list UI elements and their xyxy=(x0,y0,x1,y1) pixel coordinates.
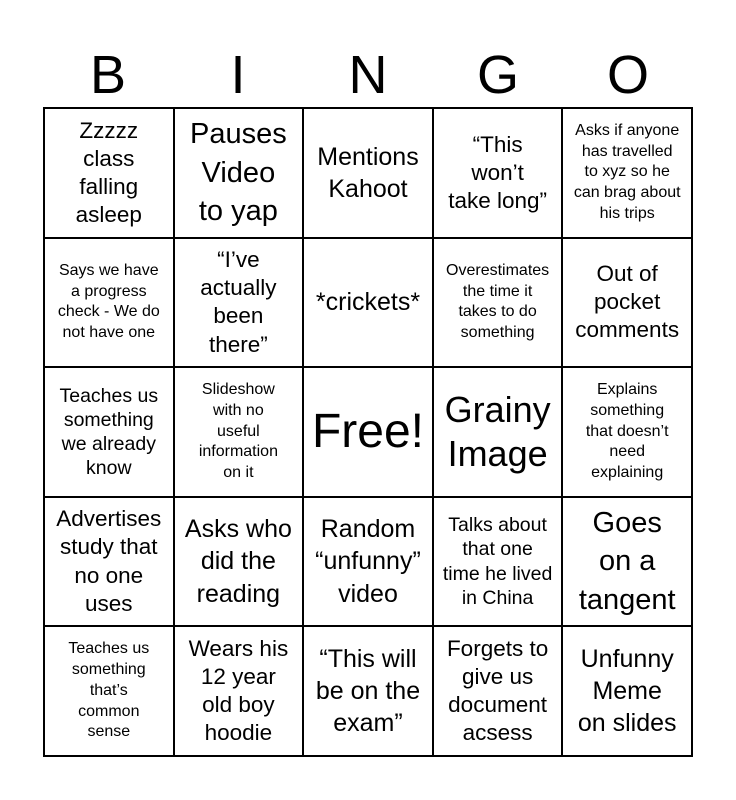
bingo-card-grid xyxy=(43,107,693,757)
header-letter-o: O xyxy=(606,45,649,105)
header-letter-i: I xyxy=(230,45,246,105)
bingo-cell-free-space[interactable]: Free! xyxy=(303,367,433,497)
bingo-cell-r4-c3[interactable]: Random “unfunny” video xyxy=(303,497,433,627)
header-letter-b: B xyxy=(89,45,127,105)
bingo-cell-r4-c2[interactable]: Asks who did the reading xyxy=(174,497,304,627)
bingo-cell-r1-c5[interactable]: Asks if anyone has travelled to xyz so he can brag about his trips xyxy=(562,108,692,238)
bingo-cell-r4-c4[interactable]: Talks about that one time he lived in China xyxy=(433,497,563,627)
bingo-cell-r1-c3[interactable]: Mentions Kahoot xyxy=(303,108,433,238)
bingo-cell-r2-c3[interactable]: *crickets* xyxy=(303,238,433,368)
bingo-cell-r5-c1[interactable]: Teaches us something that’s common sense xyxy=(44,626,174,756)
header-letter-n: N xyxy=(348,45,388,105)
header-letter-g: G xyxy=(476,45,519,105)
bingo-cell-r3-c1[interactable]: Teaches us something we already know xyxy=(44,367,174,497)
bingo-cell-r3-c2[interactable]: Slideshow with no useful information on it xyxy=(174,367,304,497)
bingo-cell-r2-c1[interactable]: Says we have a progress check - We do not have one xyxy=(44,238,174,368)
bingo-cell-r1-c2[interactable]: Pauses Video to yap xyxy=(174,108,304,238)
bingo-cell-r5-c3[interactable]: “This will be on the exam” xyxy=(303,626,433,756)
bingo-cell-r5-c5[interactable]: Unfunny Meme on slides xyxy=(562,626,692,756)
bingo-cell-r2-c4[interactable]: Overestimates the time it takes to do something xyxy=(433,238,563,368)
bingo-cell-r2-c2[interactable]: “I’ve actually been there” xyxy=(174,238,304,368)
bingo-cell-r5-c4[interactable]: Forgets to give us document acsess xyxy=(433,626,563,756)
bingo-cell-r5-c2[interactable]: Wears his 12 year old boy hoodie xyxy=(174,626,304,756)
bingo-cell-r3-c4[interactable]: Grainy Image xyxy=(433,367,563,497)
bingo-cell-r4-c1[interactable]: Advertises study that no one uses xyxy=(44,497,174,627)
bingo-header xyxy=(43,44,693,106)
bingo-cell-r4-c5[interactable]: Goes on a tangent xyxy=(562,497,692,627)
bingo-cell-r2-c5[interactable]: Out of pocket comments xyxy=(562,238,692,368)
bingo-cell-r1-c4[interactable]: “This won’t take long” xyxy=(433,108,563,238)
bingo-cell-r1-c1[interactable]: Zzzzz class falling asleep xyxy=(44,108,174,238)
bingo-cell-r3-c5[interactable]: Explains something that doesn’t need explaining xyxy=(562,367,692,497)
